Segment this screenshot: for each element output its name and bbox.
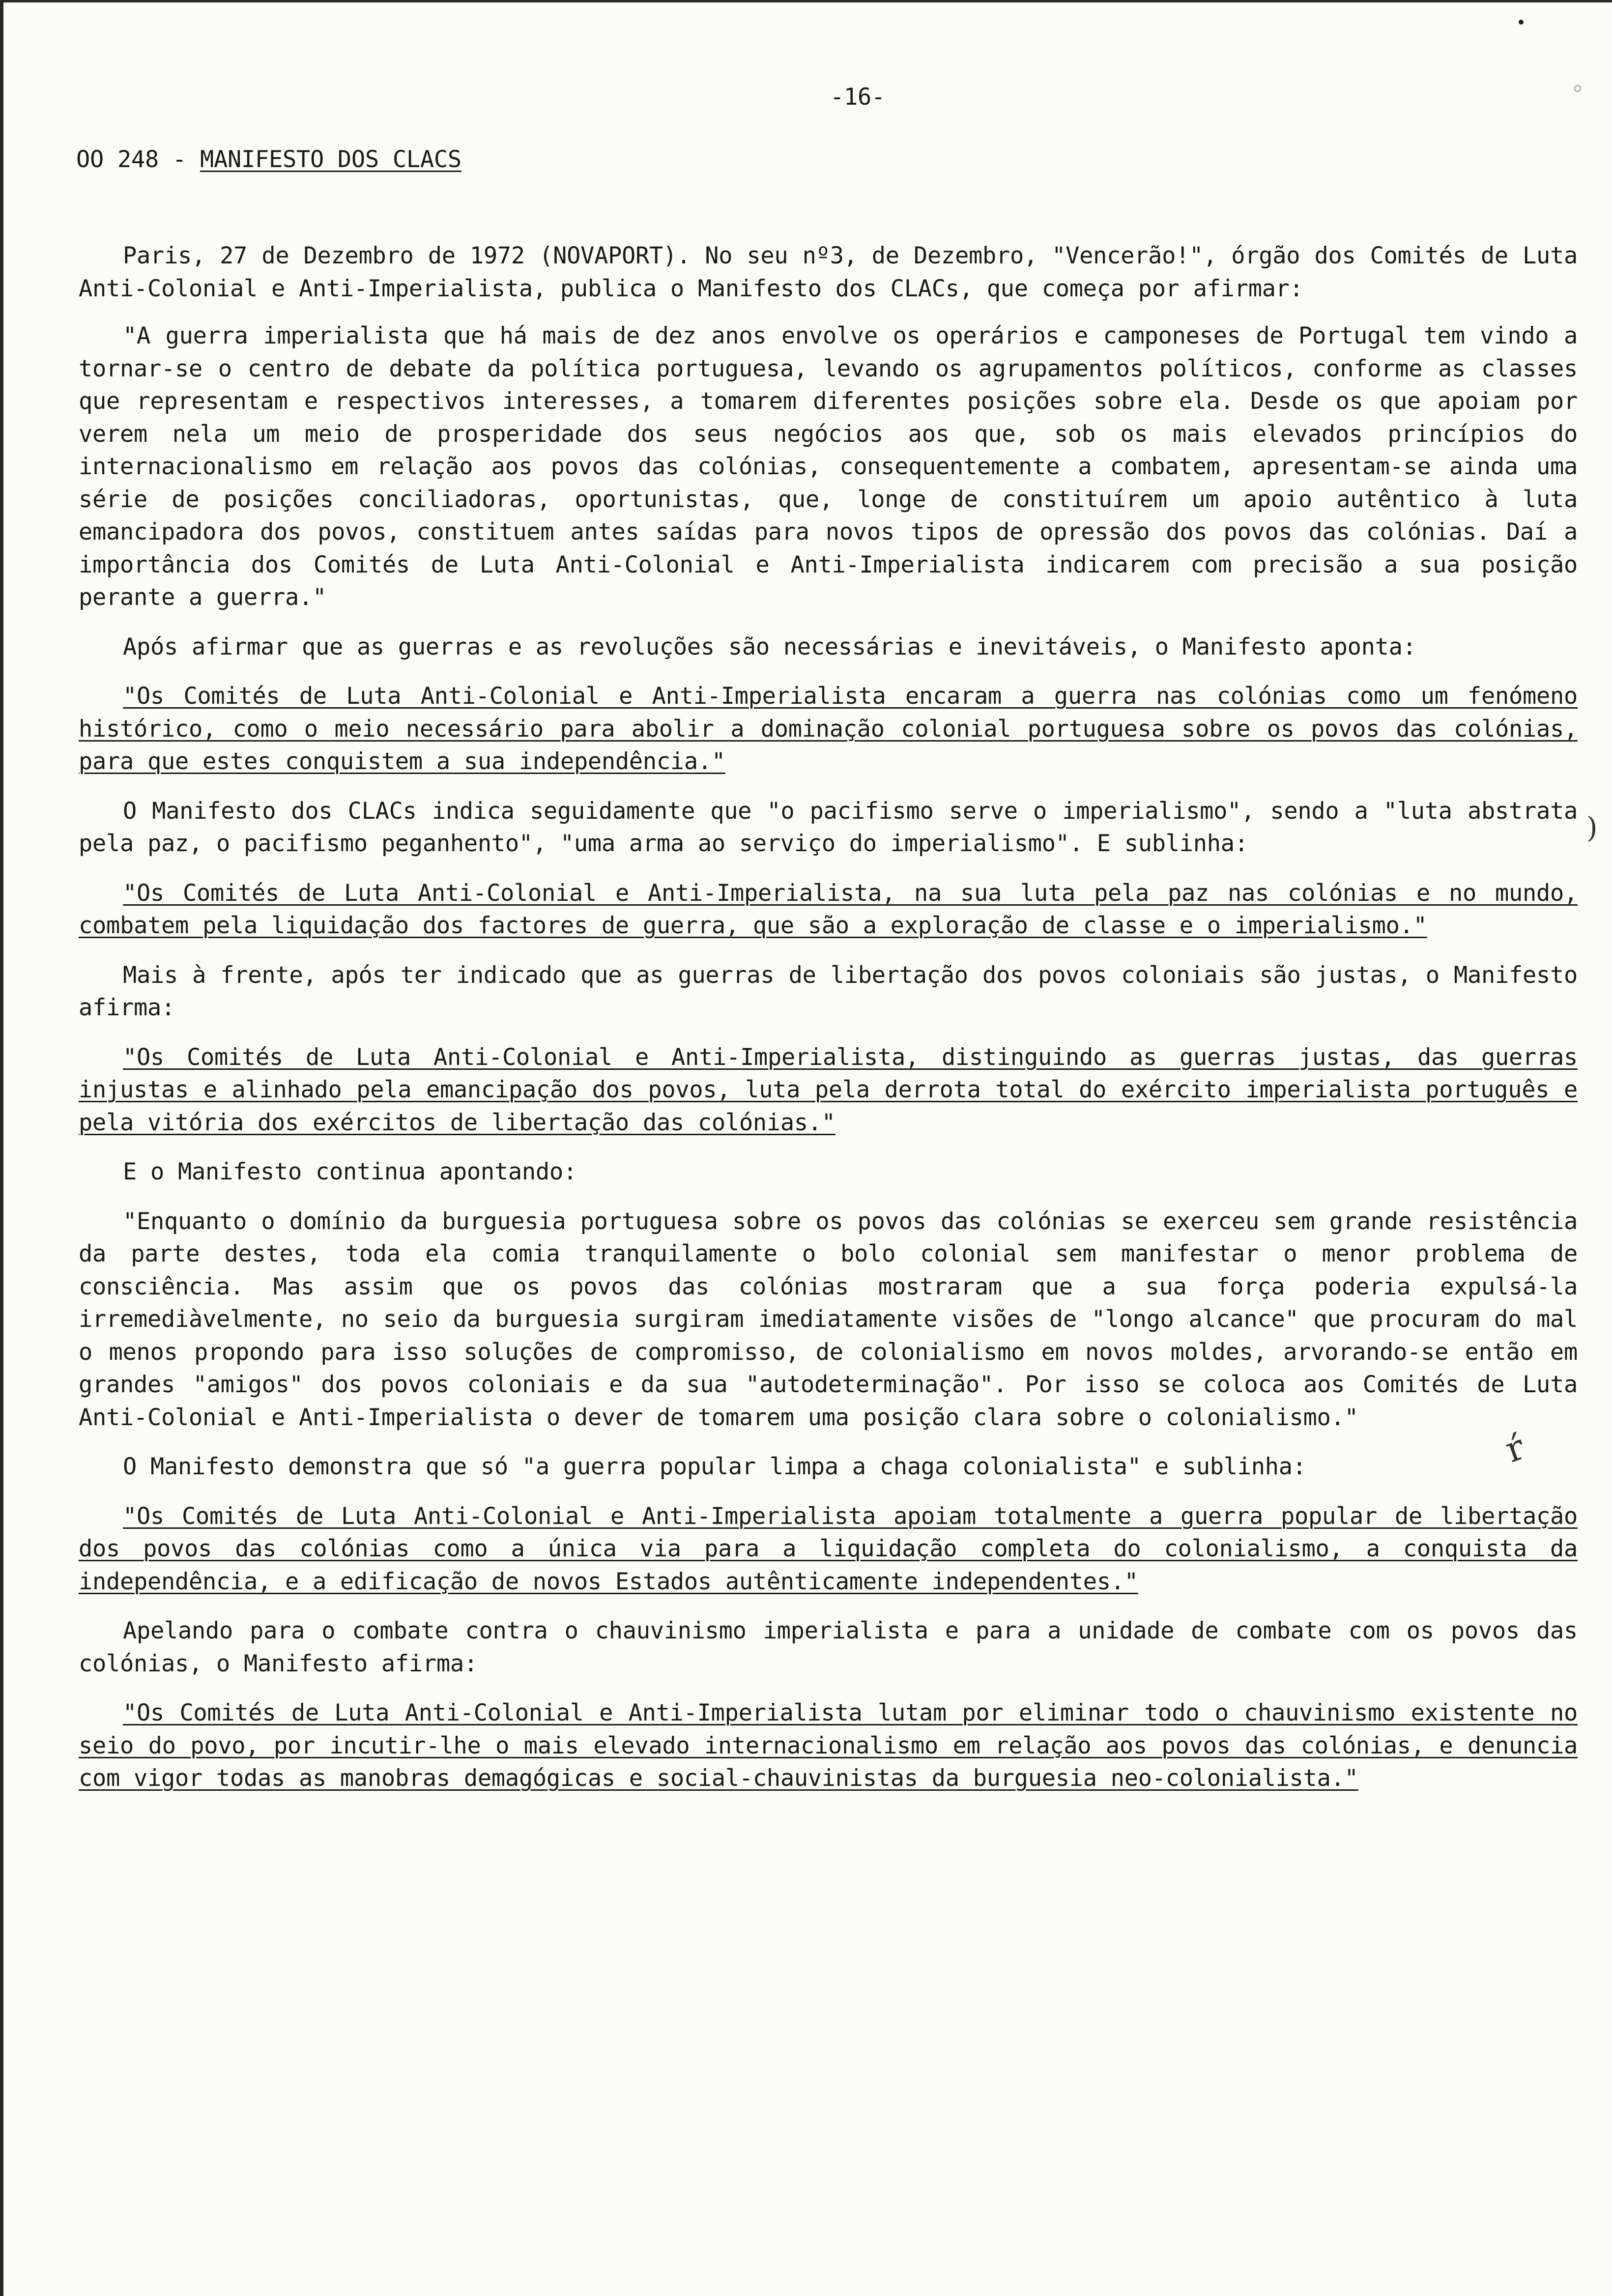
paragraph: O Manifesto dos CLACs indica seguidamente que "o pacifismo serve o imperialismo", sendo a "luta abstrata pela paz, o pacifismo peganhento", "uma arma ao serviço do imperialismo". E sublinha: [79, 797, 1578, 857]
page-number: -16- [830, 84, 885, 111]
margin-pen-mark: ŕ [1499, 1426, 1530, 1471]
ink-dot-mark [1519, 20, 1524, 25]
underlined-quote: "Os Comités de Luta Anti-Colonial e Anti-Imperialista, na sua luta pela paz nas colónias e no mundo, combatem pela liquidação dos factores de guerra, que são a exploração de classe e o imperialismo." [79, 879, 1578, 939]
quote-paragraph: "A guerra imperialista que há mais de dez anos envolve os operários e camponeses de Portugal tem vindo a tornar-se o centro de debate da política portuguesa, levando os agrupamentos políticos, conforme as classes que representam e respectivos interesses, a tomarem diferentes posições sobre ela. Desde os que apoiam por verem nela um meio de prosperidade dos seus negócios aos que, sob os mais elevados princípios do internacionalismo em relação aos povos das colónias, consequentemente a combatem, apresentam-se ainda uma série de posições conciliadoras, oportunistas, que, longe de constituírem um apoio autêntico à luta emancipadora dos povos, constituem antes saídas para novos tipos de opressão dos povos das colónias. Daí a importância dos Comités de Luta Anti-Colonial e Anti-Imperialista indicarem com precisão a sua posição perante a guerra." [79, 322, 1578, 611]
quote-paragraph: "Enquanto o domínio da burguesia portuguesa sobre os povos das colónias se exerceu sem grande resistência da parte destes, toda ela comia tranquilamente o bolo colonial sem manifestar o menor problema de consciência. Mas assim que os povos das colónias mostraram que a sua força poderia expulsá-la irremediàvelmente, no seio da burguesia surgiram imediatamente visões de "longo alcance" que procuram do mal o menos propondo para isso soluções de compromisso, de colonialismo em novos moldes, arvorando-se então em grandes "amigos" dos povos coloniais e da sua "autodeterminação". Por isso se coloca aos Comités de Luta Anti-Colonial e Anti-Imperialista o dever de tomarem uma posição clara sobre o colonialismo." [79, 1207, 1578, 1431]
document-body [76, 81, 1578, 1812]
margin-bracket-mark: ) [1586, 811, 1598, 844]
underlined-quote: "Os Comités de Luta Anti-Colonial e Anti-Imperialista, distinguindo as guerras justas, das guerras injustas e alinhado pela emancipação dos povos, luta pela derrota total do exército imperialista português e pela vitória dos exércitos de libertação das colónias." [79, 1043, 1578, 1136]
paragraph: Mais à frente, após ter indicado que as guerras de libertação dos povos coloniais são justas, o Manifesto afirma: [79, 961, 1578, 1021]
paragraph: Após afirmar que as guerras e as revoluções são necessárias e inevitáveis, o Manifesto aponta: [123, 633, 1416, 660]
scan-edge-top [0, 0, 1612, 2]
document-title: MANIFESTO DOS CLACS [200, 145, 461, 173]
paragraph-intro: Paris, 27 de Dezembro de 1972 (NOVAPORT). No seu nº3, de Dezembro, "Vencerão!", órgão dos Comités de Luta Anti-Colonial e Anti-Imperialista, publica o Manifesto dos CLACs, que começa por afirmar: [79, 242, 1578, 302]
underlined-quote: "Os Comités de Luta Anti-Colonial e Anti-Imperialista apoiam totalmente a guerra popular de libertação dos povos das colónias como a única via para a liquidação completa do colonialismo, a conquista da independência, e a edificação de novos Estados autênticamente independentes." [79, 1502, 1578, 1595]
scan-edge-left [0, 0, 3, 2296]
paragraph: Apelando para o combate contra o chauvinismo imperialista e para a unidade de combate com os povos das colónias, o Manifesto afirma: [79, 1617, 1578, 1677]
document-heading [76, 144, 1578, 176]
underlined-quote: "Os Comités de Luta Anti-Colonial e Anti-Imperialista encaram a guerra nas colónias como um fenómeno histórico, como o meio necessário para abolir a dominação colonial portuguesa sobre os povos das colónias, para que estes conquistem a sua independência." [79, 683, 1578, 775]
underlined-quote: "Os Comités de Luta Anti-Colonial e Anti-Imperialista lutam por eliminar todo o chauvinismo existente no seio do povo, por incutir-lhe o mais elevado internacionalismo em relação aos povos das colónias, e denuncia com vigor todas as manobras demagógicas e social-chauvinistas da burguesia neo-colonialista." [79, 1699, 1578, 1792]
paragraph: E o Manifesto continua apontando: [123, 1158, 577, 1185]
bulletin-code: OO 248 - [76, 145, 200, 173]
paragraph: O Manifesto demonstra que só "a guerra popular limpa a chaga colonialista" e sublinha: [123, 1453, 1306, 1480]
